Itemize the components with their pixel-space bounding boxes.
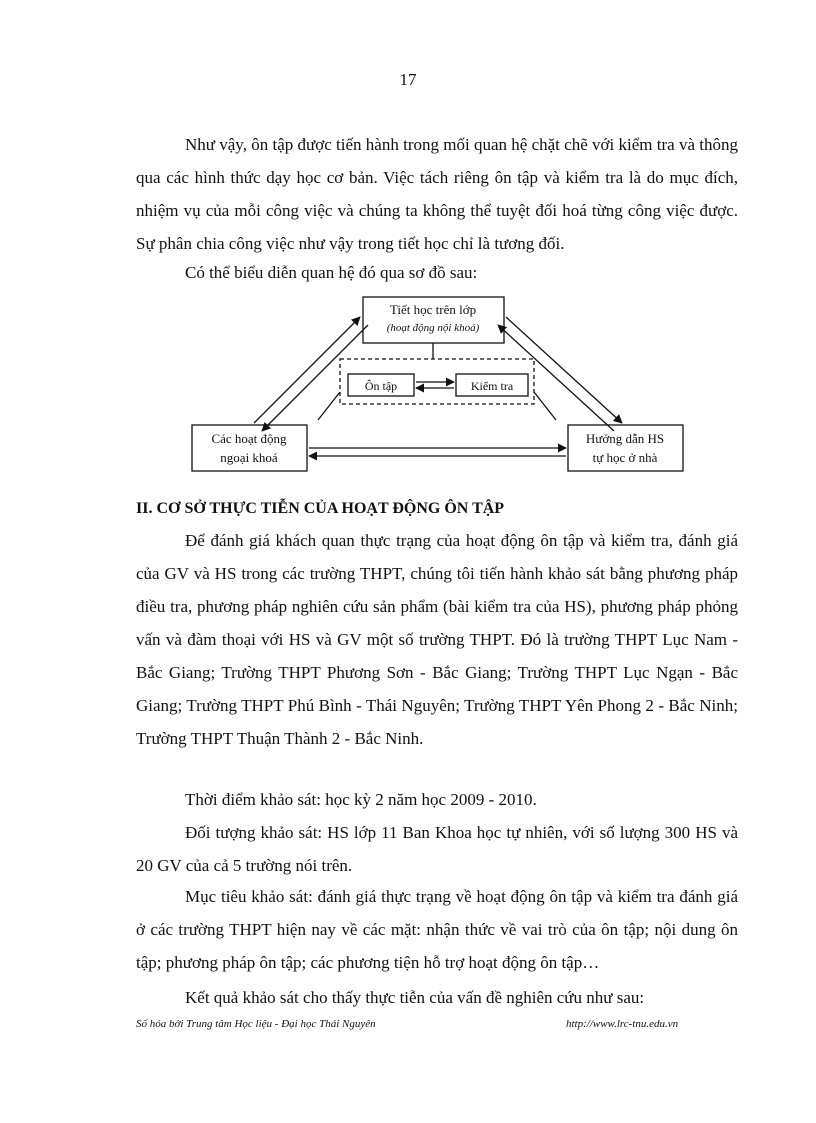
box-self-study — [568, 425, 683, 471]
label-left-1: Các hoạt động — [211, 431, 287, 446]
box-extracurricular — [192, 425, 307, 471]
label-right-2: tự học ở nhà — [592, 450, 658, 465]
arrow-extra-to-lesson — [254, 317, 360, 423]
footer-source: Số hóa bởi Trung tâm Học liệu - Đại học Thái Nguyên — [136, 1018, 376, 1030]
paragraph-5: Đối tượng khảo sát: HS lớp 11 Ban Khoa học tự nhiên, với số lượng 300 HS và 20 GV của cả 5 trường nói trên. — [136, 823, 738, 875]
box-review — [348, 374, 414, 396]
paragraph-3: Để đánh giá khách quan thực trạng của hoạt động ôn tập và kiểm tra, đánh giá của GV và HS trong các trường THPT, chúng tôi tiến hành khảo sát bằng phương pháp điều tra, phương pháp nghiên cứu sản phẩm (bài kiểm tra của HS), phương pháp phỏng vấn và đàm thoại với HS và GV một số trường THPT. Đó là trường THPT Lục Nam - Bắc Giang; Trường THPT Phương Sơn - Bắc Giang; Trường THPT Lục Ngạn - Bắc Giang; Trường THPT Phú Bình - Thái Nguyên; Trường THPT Yên Phong 2 - Bắc Ninh; Trường THPT Thuận Thành 2 - Bắc Ninh. — [136, 531, 738, 748]
paragraph-2: Có thể biểu diễn quan hệ đó qua sơ đồ sau: — [185, 263, 478, 282]
label-top-2: (hoạt động nội khoá) — [386, 322, 480, 334]
arrow-lesson-to-extra — [262, 325, 368, 431]
page-number: 17 — [399, 70, 417, 89]
label-test: Kiểm tra — [470, 379, 514, 393]
paragraph-1: Như vậy, ôn tập được tiến hành trong mối quan hệ chặt chẽ với kiểm tra và thông qua các hình thức dạy học cơ bản. Việc tách riêng ôn tập và kiểm tra là do mục đích, nhiệm vụ của mỗi công việc và chúng ta không thể tuyệt đối hoá từng công việc được. Sự phân chia công việc như vậy trong tiết học chỉ là tương đối. — [136, 135, 738, 253]
label-left-2: ngoại khoá — [220, 450, 278, 465]
paragraph-7: Kết quả khảo sát cho thấy thực tiễn của vấn đề nghiên cứu như sau: — [185, 988, 645, 1007]
paragraph-4: Thời điểm khảo sát: học kỳ 2 năm học 2009 - 2010. — [185, 790, 537, 809]
link-group-right — [534, 392, 556, 420]
section-heading: II. CƠ SỞ THỰC TIỄN CỦA HOẠT ĐỘNG ÔN TẬP — [136, 500, 505, 517]
box-class-lesson — [363, 297, 504, 343]
label-top-1: Tiết học trên lớp — [389, 302, 477, 317]
label-right-1: Hướng dẫn HS — [585, 431, 665, 446]
box-test — [456, 374, 528, 396]
label-review: Ôn tập — [364, 379, 398, 393]
footer-url: http://www.lrc-tnu.edu.vn — [566, 1018, 679, 1030]
box-review-test-group — [340, 359, 534, 404]
link-group-left — [318, 392, 340, 420]
arrow-self-to-lesson — [498, 325, 614, 431]
paragraph-6: Mục tiêu khảo sát: đánh giá thực trạng về hoạt động ôn tập và kiểm tra đánh giá ở các trường THPT hiện nay về các mặt: nhận thức về vai trò của ôn tập; nội dung ôn tập; phương pháp ôn tập; các phương tiện hỗ trợ hoạt động ôn tập… — [136, 887, 738, 972]
arrow-lesson-to-self — [506, 317, 622, 423]
